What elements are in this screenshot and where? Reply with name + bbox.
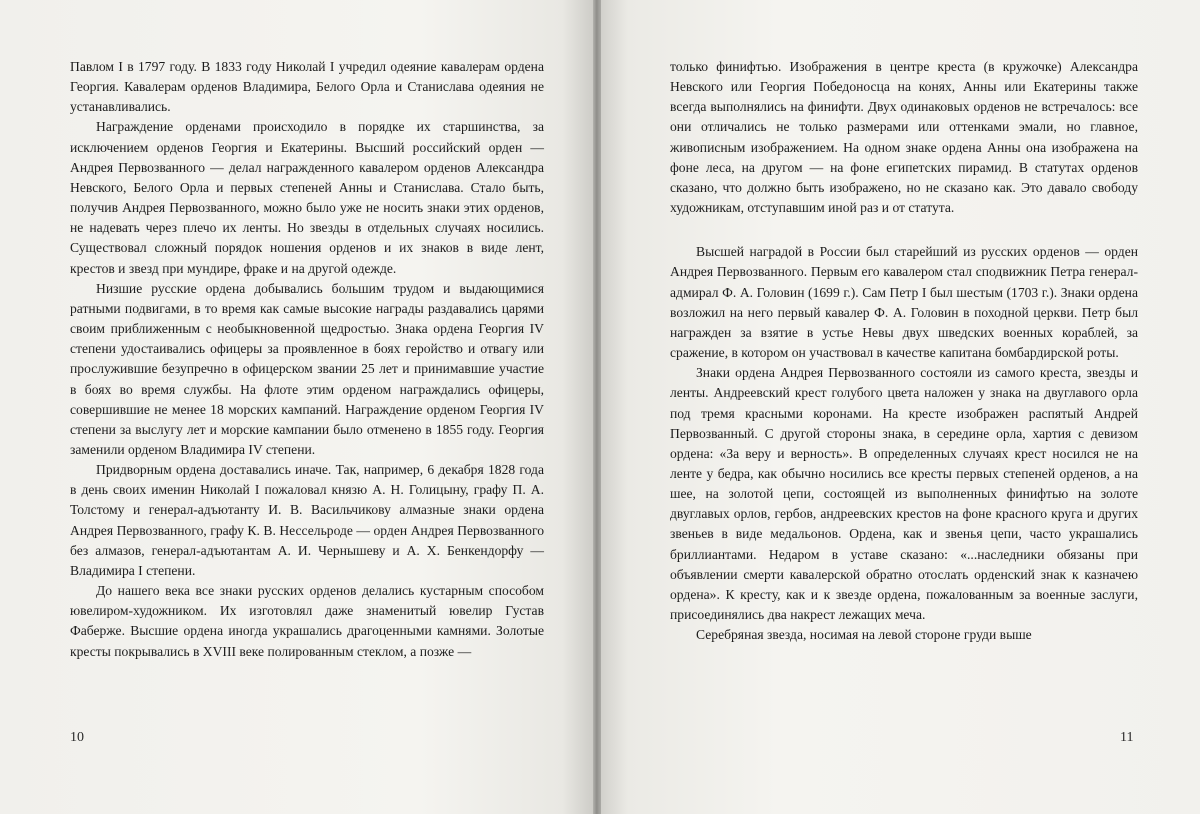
page-number-left: 10 <box>70 730 84 745</box>
left-page-text <box>70 57 544 662</box>
book-gutter <box>593 0 601 814</box>
paragraph: Низшие русские ордена добывались большим трудом и выдающимися ратными подвигами, в то время как самые высокие награды раздавались царями своим приближенным с необыкновенной щедростью. Знака ордена Георгия IV степени удостаивались офицеры за проявленное в боях геройство и отвагу или прослужившие безупречно в офицерском звании 25 лет и принимавшие участие в боях во время службы. На флоте этим орденом награждались офицеры, совершившие не менее 18 морских кампаний. Награждение орденом Георгия IV степени за выслугу лет и морские кампании было отменено в 1855 году. Георгия заменили орденом Владимира IV степени. <box>70 280 544 457</box>
paragraph: Высшей наградой в России был старейший из русских орденов — орден Андрея Первозванного. Первым его кавалером стал сподвижник Петра генерал-адмирал Ф. А. Головин (1699 г.). Сам Петр I был шестым (1703 г.). Знаки ордена возложил на него первый кавалер Ф. А. Головин в походной церкви. Петр был награжден за взятие в устье Невы двух шведских военных кораблей, за сражение, в котором он участвовал в качестве капитана бомбардирской роты. <box>670 244 1138 361</box>
left-page <box>0 0 598 814</box>
paragraph: Награждение орденами происходило в порядке их старшинства, за исключением орденов Георгия и Екатерины. Высший российский орден — Андрея Первозванного — делал награжденного кавалером орденов Александра Невского, Белого Орла и первых степеней Анны и Станислава. Стало быть, получив Андрея Первозванного, можно было уже не носить знаки этих орденов, не надевать через плечо их ленты. Но звезды в отдельных случаях носились. Существовал сложный порядок ношения орденов и их знаков в виде лент, крестов и звезд при мундире, фраке и на другой одежде. <box>70 119 544 276</box>
paragraph: Придворным ордена доставались иначе. Так, например, 6 декабря 1828 года в день своих именин Николай I пожаловал князю А. Н. Голицыну, графу П. А. Толстому и генерал-адъютанту И. В. Васильчикову алмазные знаки ордена Андрея Первозванного, графу К. В. Нессельроде — орден Андрея Первозванного без алмазов, генерал-адъютантам А. И. Чернышеву и А. Х. Бенкендорфу — Владимира I степени. <box>70 462 544 578</box>
paragraph: До нашего века все знаки русских орденов делались кустарным способом ювелиром-художником. Их изготовлял даже знаменитый ювелир Густав Фаберже. Высшие ордена иногда украшались драгоценными камнями. Золотые кресты покрывались в XVIII веке полированным стеклом, а позже — <box>70 583 544 659</box>
page-number-right: 11 <box>1120 730 1134 745</box>
paragraph: Павлом I в 1797 году. В 1833 году Николай I учредил одеяние кавалерам ордена Георгия. Кавалерам орденов Владимира, Белого Орла и Станислава одеяния не устанавливались. <box>70 59 544 115</box>
paragraph: Знаки ордена Андрея Первозванного состояли из самого креста, звезды и ленты. Андреевский крест голубого цвета наложен у знака на двуглавого орла под тремя красными коронами. На кресте изображен распятый Андрей Первозванный. С другой стороны знака, в середине орла, хартия с девизом ордена: «За веру и верность». В определенных случаях крест носился не на ленте у бедра, как обычно носились все кресты первых степеней орденов, а на шее, на золотой цепи, состоящей из выполненных финифтью на золоте двуглавых орлов, гербов, андреевских крестов на фоне красного круга и других звеньев в виде медальонов. Ордена, как и звенья цепи, часто украшались бриллиантами. Недаром в уставе сказано: «...наследники обязаны при объявлении смерти кавалерской обратно отослать орденский знак к казначею ордена». К кресту, как и к звезде ордена, пожалованным за военные заслуги, присоединялись два накрест лежащих меча. <box>670 365 1138 623</box>
right-page-text <box>670 57 1138 645</box>
paragraph: только финифтью. Изображения в центре креста (в кружочке) Александра Невского или Георгия Победоносца на конях, Анны или Екатерины также всегда выполнялись на финифти. Двух одинаковых орденов не встречалось: все они отличались не только размерами или оттенками эмали, но главное, живописным изображением. На одном знаке ордена Анны она изображена на фоне леса, на другом — на фоне египетских пирамид. В статутах орденов сказано, что должно быть изображено, но не сказано как. Это давало свободу художникам, отступавшим иной раз и от статута. <box>670 59 1138 216</box>
paragraph: Серебряная звезда, носимая на левой стороне груди выше <box>696 627 1032 643</box>
